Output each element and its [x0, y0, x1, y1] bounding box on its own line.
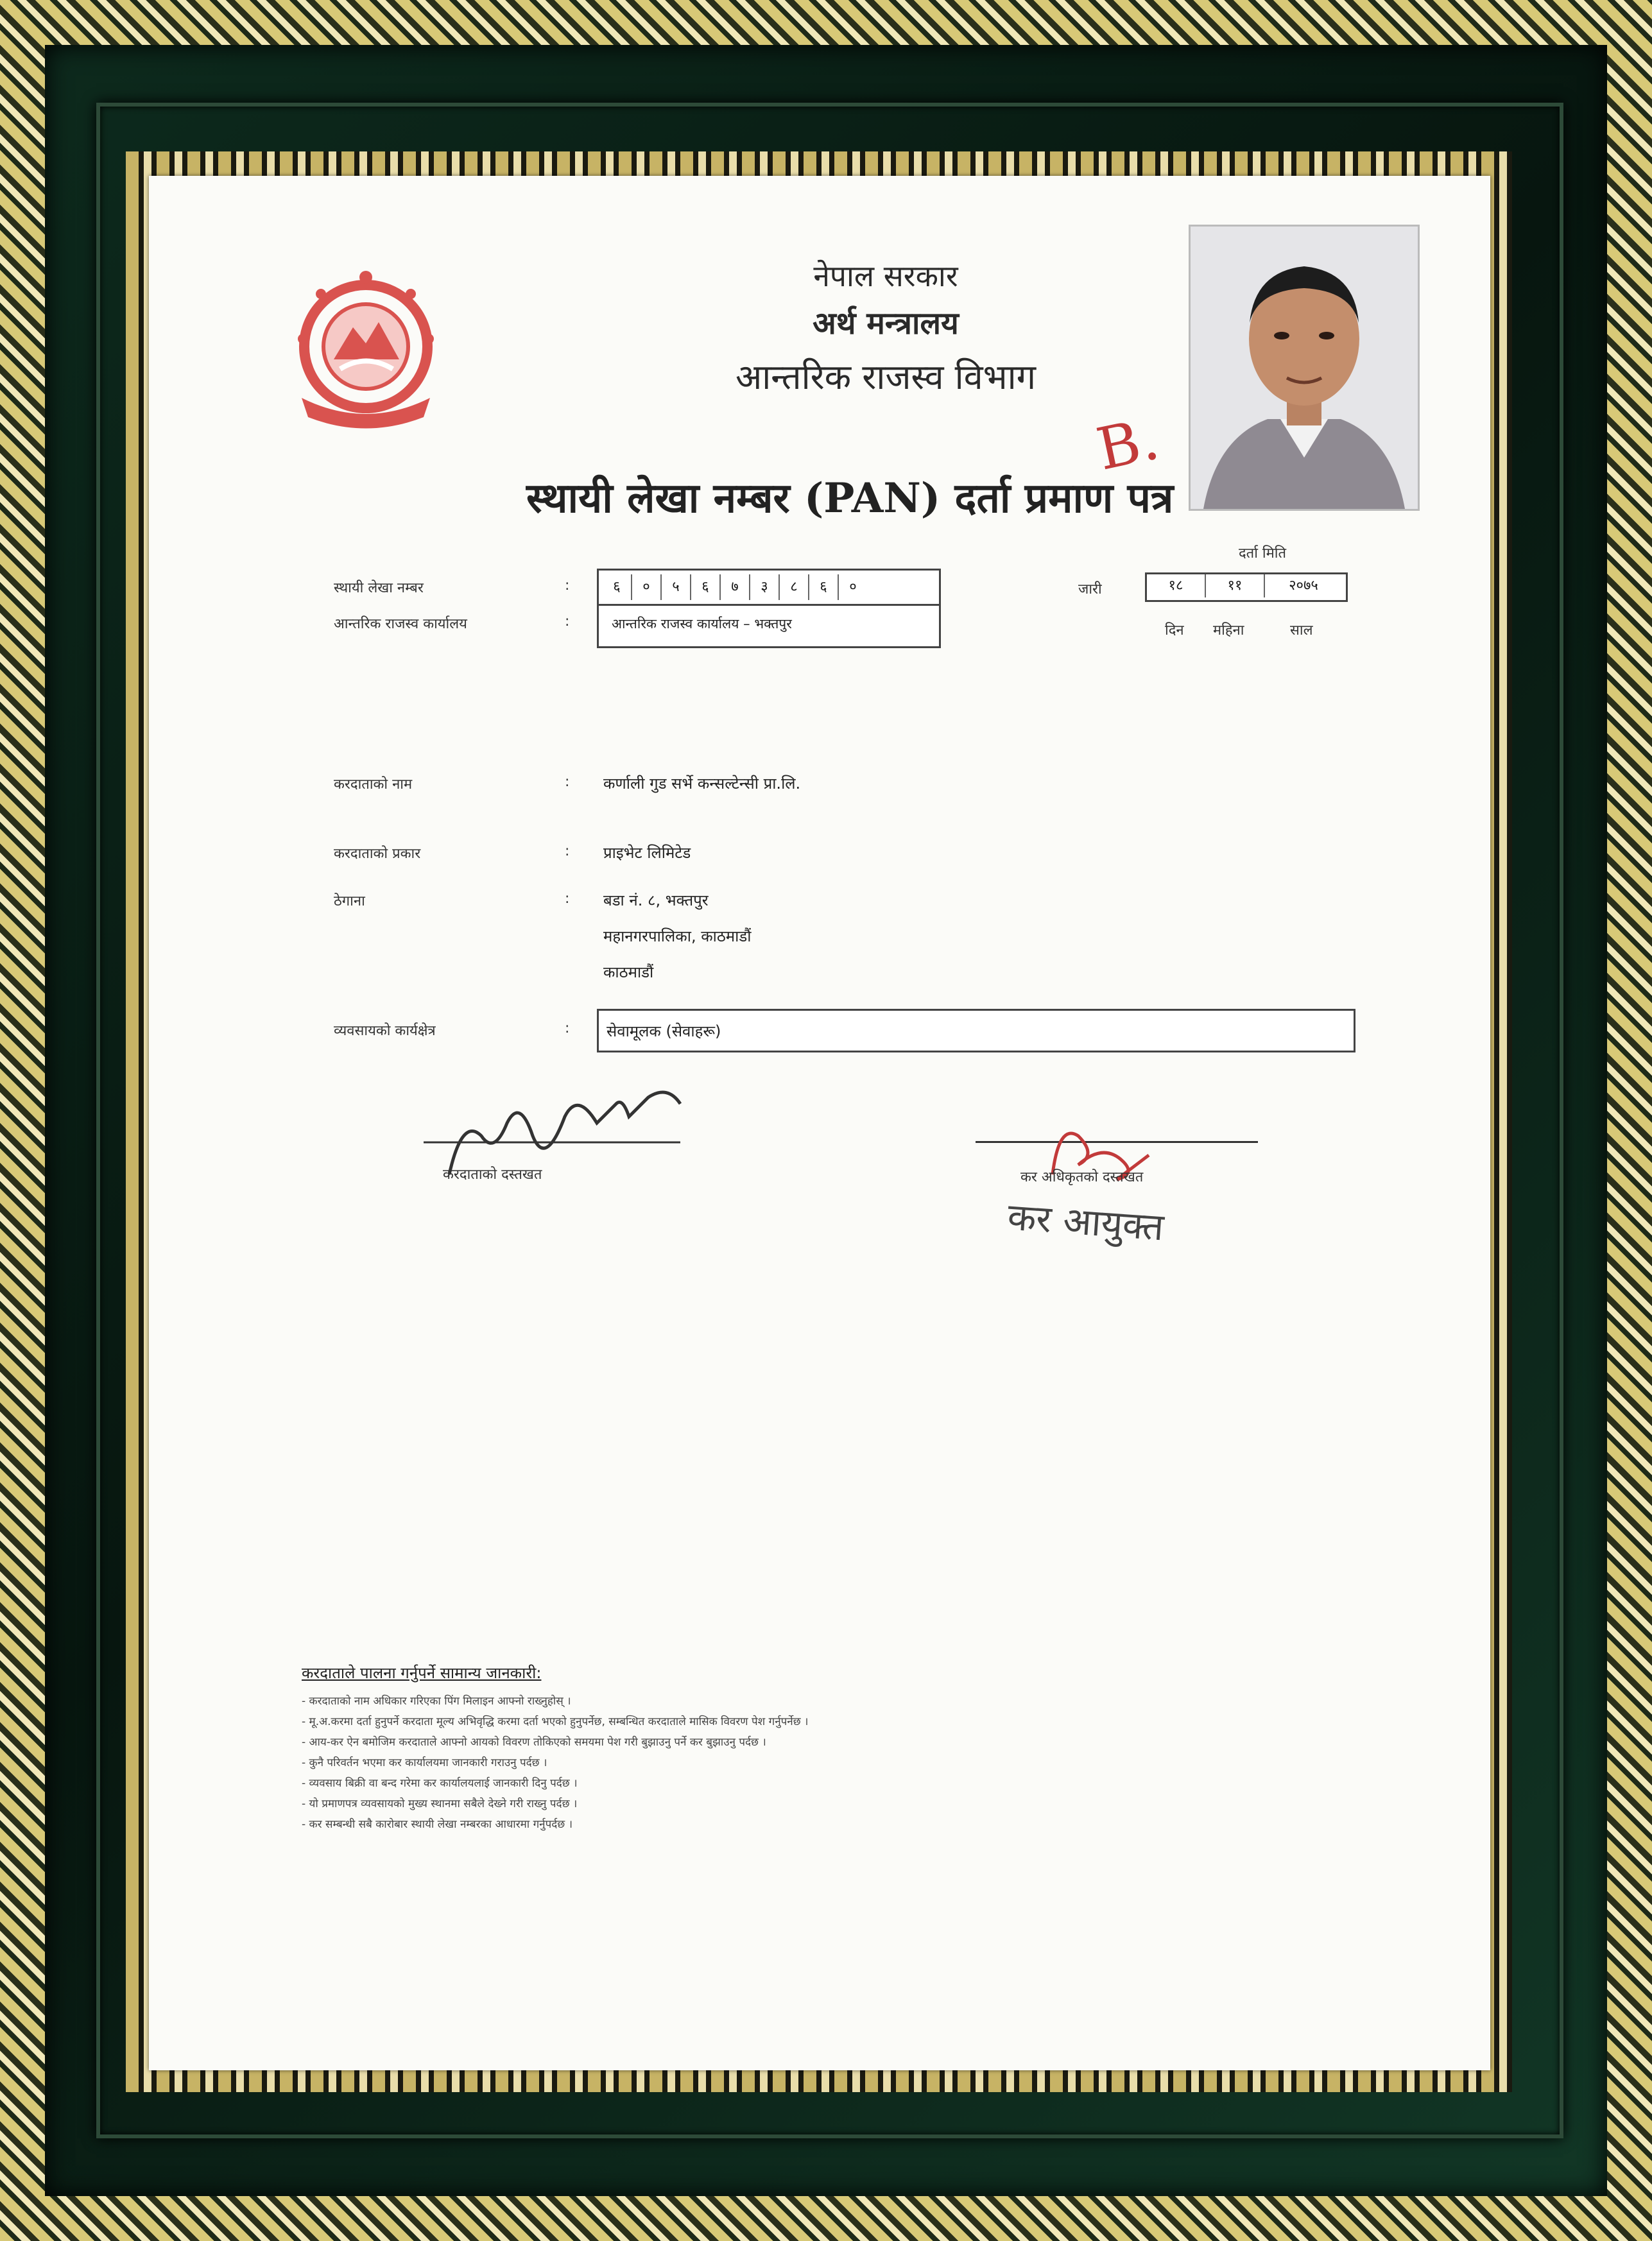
pan-digit: ७ — [721, 574, 750, 600]
name-colon: : — [565, 774, 570, 790]
note-item: - आय-कर ऐन बमोजिम करदाताले आफ्नो आयको विवरण तोकिएको समयमा पेश गरी बुझाउनु पर्ने कर बुझाउनु पर्दछ । — [302, 1736, 766, 1749]
pan-digit: ८ — [780, 574, 809, 600]
officer-signature-caption: कर अधिकृतको दस्तखत — [1020, 1169, 1144, 1185]
header-ministry: अर्थ मन्त्रालय — [813, 305, 959, 341]
pan-digit: ६ — [603, 574, 632, 600]
type-value: प्राइभेट लिमिटेड — [603, 844, 691, 862]
notes-title: करदाताले पालना गर्नुपर्ने सामान्य जानकारी: — [302, 1664, 542, 1682]
date-year-label: साल — [1290, 622, 1313, 639]
address-line-1: बडा नं. ८, भक्तपुर — [603, 891, 709, 909]
type-colon: : — [565, 843, 570, 859]
type-label: करदाताको प्रकार — [334, 846, 421, 862]
office-value: आन्तरिक राजस्व कार्यालय – भक्तपुर — [612, 616, 792, 631]
date-label: जारी — [1078, 581, 1102, 597]
business-colon: : — [565, 1020, 570, 1036]
address-label: ठेगाना — [334, 893, 365, 909]
business-label: व्यवसायको कार्यक्षेत्र — [334, 1023, 436, 1039]
note-item: - व्यवसाय बिक्री वा बन्द गरेमा कर कार्यालयलाई जानकारी दिनु पर्दछ । — [302, 1777, 578, 1790]
pan-colon: : — [565, 578, 570, 594]
address-line-3: काठमाडौं — [603, 963, 654, 981]
business-box — [597, 1009, 1355, 1052]
address-line-2: महानगरपालिका, काठमाडौं — [603, 927, 752, 945]
date-month-label: महिना — [1213, 622, 1244, 639]
government-emblem-seal — [282, 263, 449, 436]
note-item: - कर सम्बन्धी सबै कारोबार स्थायी लेखा नम्बरका आधारमा गर्नुपर्दछ । — [302, 1818, 573, 1831]
pan-digit: ६ — [809, 574, 839, 600]
officer-handwritten-title: कर आयुक्त — [1006, 1194, 1166, 1249]
date-day-label: दिन — [1165, 622, 1184, 639]
person-portrait — [1191, 227, 1418, 509]
date-year: २०७५ — [1289, 578, 1318, 594]
header-department: आन्तरिक राजस्व विभाग — [735, 357, 1036, 397]
certificate-title: स्थायी लेखा नम्बर (PAN) दर्ता प्रमाण पत्र — [526, 474, 1174, 522]
pan-digit: ० — [632, 574, 662, 600]
business-value: सेवामूलक (सेवाहरू) — [607, 1022, 721, 1040]
note-item: - करदाताको नाम अधिकार गरिएका पिंग मिलाइन आफ्नो राख्नुहोस् । — [302, 1695, 571, 1708]
address-colon: : — [565, 891, 570, 907]
date-month: ११ — [1206, 574, 1265, 597]
pan-label: स्थायी लेखा नम्बर — [334, 580, 424, 596]
pan-digit: ६ — [691, 574, 721, 600]
pan-digit-row — [599, 571, 939, 606]
pan-digit: ३ — [750, 574, 780, 600]
header-government: नेपाल सरकार — [813, 259, 958, 293]
name-value: कर्णाली गुड सर्भे कन्सल्टेन्सी प्रा.लि. — [603, 775, 801, 793]
note-item: - मू.अ.करमा दर्ता हुनुपर्ने करदाता मूल्य अभिवृद्धि करमा दर्ता भएको हुनुपर्नेछ, सम्बन्धित करदाताले मासिक विवरण पेश गर्नुपर्नेछ । — [302, 1715, 809, 1728]
note-item: - यो प्रमाणपत्र व्यवसायको मुख्य स्थानमा सबैले देख्ने गरी राख्नु पर्दछ । — [302, 1798, 578, 1810]
date-box — [1145, 572, 1348, 602]
office-label: आन्तरिक राजस्व कार्यालय — [334, 616, 467, 632]
pan-box — [597, 569, 941, 648]
pan-digit: ५ — [662, 574, 691, 600]
taxpayer-signature-caption: करदाताको दस्तखत — [443, 1167, 542, 1183]
date-day: १८ — [1147, 574, 1206, 597]
office-colon: : — [565, 614, 570, 630]
note-item: - कुनै परिवर्तन भएमा कर कार्यालयमा जानकारी गराउनु पर्दछ । — [302, 1756, 547, 1769]
pan-digit: ० — [849, 579, 857, 595]
date-heading: दर्ता मिति — [1239, 545, 1287, 562]
red-ink-mark: B. — [1091, 405, 1165, 484]
name-label: करदाताको नाम — [334, 777, 413, 793]
notes-section — [302, 1662, 1444, 1835]
